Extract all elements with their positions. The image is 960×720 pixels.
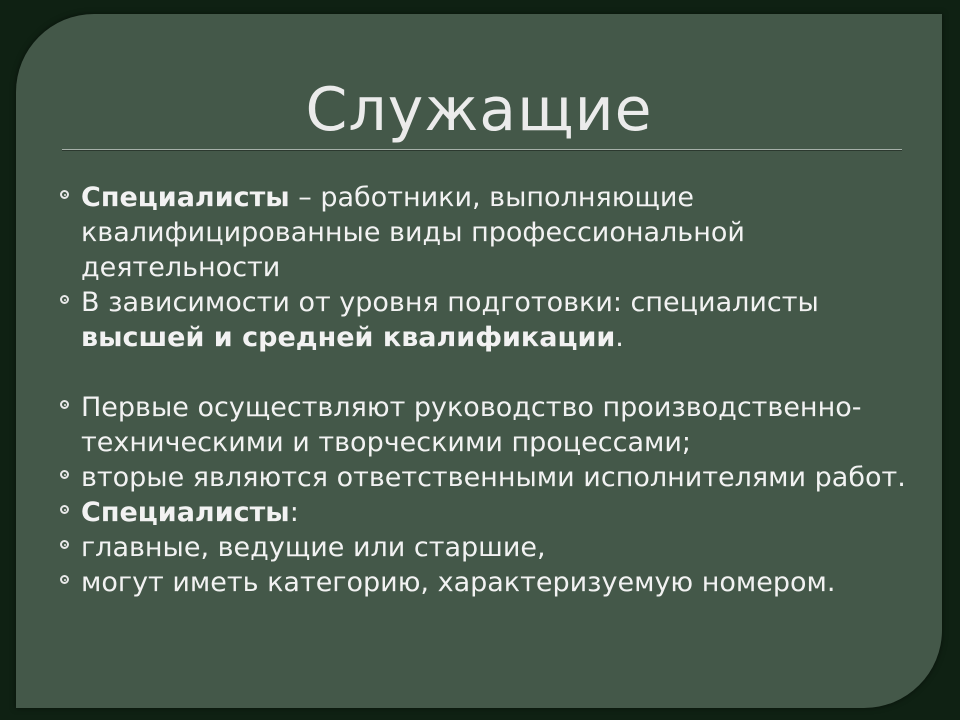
bullet-2-text: В зависимости от уровня подготовки: специалисты — [81, 287, 819, 318]
circle-bullet-icon — [60, 400, 69, 409]
bullet-item-7 — [60, 565, 920, 600]
circle-bullet-icon — [60, 295, 69, 304]
circle-bullet-icon — [60, 470, 69, 479]
bullet-2-bold: высшей и средней квалификации — [81, 322, 616, 353]
bullet-item-2 — [60, 285, 920, 355]
slide-title: Служащие — [305, 75, 653, 145]
bullet-item-6 — [60, 530, 920, 565]
bullet-5-bold: Специалисты — [81, 497, 290, 528]
bullet-item-1 — [60, 180, 920, 285]
bullet-7-text: могут иметь категорию, характеризуемую номером. — [81, 567, 836, 598]
title-divider — [62, 149, 902, 150]
bullet-1-text: – работники, выполняющие квалифицированные виды профессиональной деятельности — [81, 182, 745, 283]
bullet-4-text: вторые являются ответственными исполнителями работ. — [81, 462, 906, 493]
bullet-3-text: Первые осуществляют руководство производственно-техническими и творческими процессами; — [81, 392, 862, 458]
bullet-item-5 — [60, 495, 920, 530]
slide-content — [60, 180, 920, 600]
spacer — [60, 355, 920, 390]
bullet-6-text: главные, ведущие или старшие, — [81, 532, 546, 563]
bullet-1-bold: Специалисты — [81, 182, 290, 213]
bullet-5-tail: : — [289, 497, 299, 528]
circle-bullet-icon — [60, 505, 69, 514]
circle-bullet-icon — [60, 190, 69, 199]
circle-bullet-icon — [60, 540, 69, 549]
bullet-item-4 — [60, 460, 920, 495]
circle-bullet-icon — [60, 575, 69, 584]
bullet-item-3 — [60, 390, 920, 460]
bullet-2-tail: . — [615, 322, 624, 353]
